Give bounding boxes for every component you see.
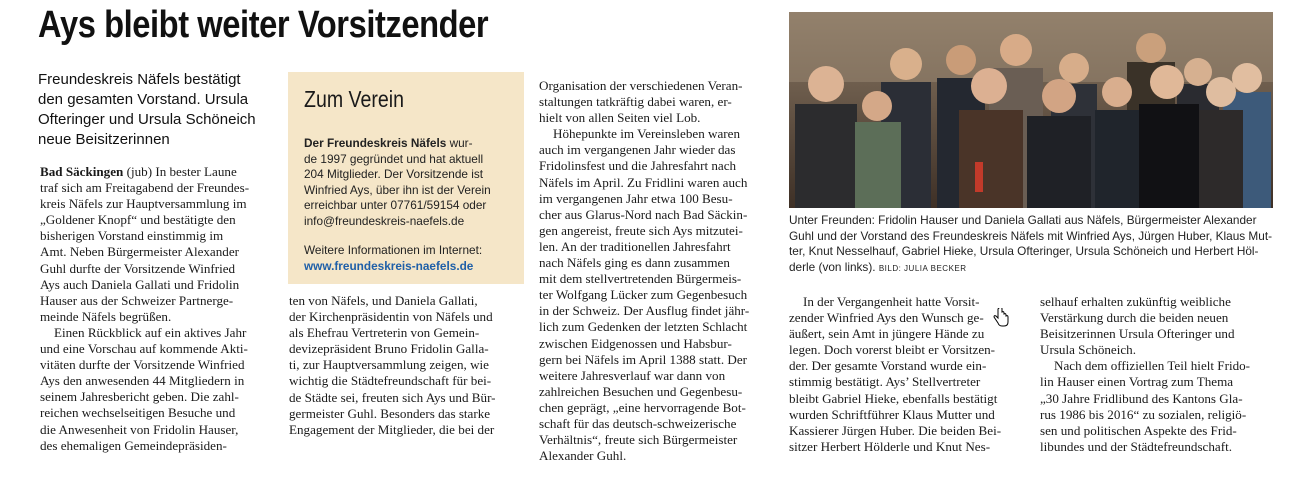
article-line: der. Der gesamte Vorstand wurde ein-	[789, 358, 987, 374]
info-text: Winfried Ays, über ihn ist der Verein	[304, 182, 491, 197]
article-line: die Anwesenheit von Fridolin Hauser,	[40, 421, 239, 437]
article-line: Näfels im April. Zu Fridlini waren auch	[539, 174, 748, 190]
article-line: stimmig bestätigt. Ays’ Stellvertreter	[789, 374, 981, 390]
caption-line: ter, Knut Nesselhauf, Gabriel Hieke, Ursula Ofteringer, Ursula Schöneich und Herbert Höl-	[789, 244, 1259, 259]
group-photo-illustration	[789, 12, 1273, 208]
caption-line: Guhl und der Vorstand des Freundeskreis Näfels mit Winfried Ays, Jürgen Huber, Klaus Mut-	[789, 228, 1273, 243]
article-line: Amt. Neben Bürgermeister Alexander	[40, 244, 240, 260]
article-line: staltungen tatkräftig dabei waren, er-	[539, 94, 732, 110]
article-line: schaft für das deutsch-schweizerische	[539, 415, 737, 431]
photo-caption	[789, 213, 1273, 276]
article-line: Fridolinsfest und die Jahresfahrt nach	[539, 158, 737, 174]
photo-credit: BILD: JULIA BECKER	[878, 263, 967, 273]
info-box-body	[304, 136, 516, 274]
info-box	[288, 72, 524, 284]
org-name: Der Freundeskreis Näfels	[304, 136, 447, 150]
article-line: len. An der traditionellen Jahresfahrt	[539, 238, 731, 254]
article-line: gen angereist, freute sich Ays mitzutei-	[539, 222, 743, 238]
article-line: ter Wolfgang Lücker zum Gegenbesuch	[539, 287, 748, 303]
article-line: „30 Jahre Fridlibund des Kantons Gla-	[1040, 390, 1243, 406]
article-line: vitäten durfte der Vorsitzende Winfried	[40, 357, 245, 373]
article-line: germeister Guhl. Besonders das starke	[289, 405, 491, 421]
article-line: Nach dem offiziellen Teil hielt Frido-	[1054, 358, 1251, 374]
article-line: im vergangenen Jahr etwa 100 Besu-	[539, 190, 733, 206]
article-line: ten von Näfels, und Daniela Gallati,	[289, 293, 478, 308]
hand-cursor-icon	[993, 308, 1009, 333]
article-line: sen und politischen Aspekte des Frid-	[1040, 422, 1237, 438]
caption-line: derle (von links).	[789, 259, 876, 274]
article-column-5	[1040, 294, 1274, 455]
email-address[interactable]: info@freundeskreis-naefels.de	[304, 213, 465, 228]
subhead-line: Freundeskreis Näfels bestätigt	[38, 71, 241, 88]
article-line: (jub) In bester Laune	[123, 164, 237, 179]
article-line: Engagement der Mitglieder, die bei der	[289, 421, 495, 437]
article-line: devizepräsident Bruno Fridolin Galla-	[289, 341, 489, 357]
article-line: Organisation der verschiedenen Veran-	[539, 78, 743, 93]
article-line: In der Vergangenheit hatte Vorsit-	[803, 294, 980, 309]
article-line: zender Winfried Ays den Wunsch ge-	[789, 310, 984, 326]
article-line: weitere Jahresverlauf war dann von	[539, 367, 726, 383]
article-line: und eine Vorschau auf kommende Akti-	[40, 341, 248, 357]
article-column-4	[789, 294, 1023, 455]
article-line: selhauf erhalten zukünftig weibliche	[1040, 294, 1231, 309]
headline: Ays bleibt weiter Vorsitzender	[38, 4, 489, 46]
article-line: rus 1986 bis 2016“ zu sozialen, religiö-	[1040, 406, 1247, 422]
article-line: de Städte sei, freuten sich Ays und Bür-	[289, 389, 496, 405]
article-line: „Goldener Knopf“ und bestätigte den	[40, 212, 236, 228]
dateline: Bad Säckingen	[40, 164, 124, 179]
article-line: bleibt Gabriel Hieke, ebenfalls bestätigt	[789, 390, 998, 406]
article-line: Verstärkung durch die beiden neuen	[1040, 310, 1229, 326]
article-line: zahlreichen Besuchen und Gegenbesu-	[539, 383, 743, 399]
article-line: mit dem stellvertretenden Bürgermeis-	[539, 271, 742, 287]
article-line: Ursula Schöneich.	[1040, 342, 1136, 358]
article-line: Kassierer Jürgen Huber. Die beiden Bei-	[789, 422, 1002, 438]
article-line: chen geprägt, „eine hervorragende Bot-	[539, 399, 746, 415]
article-line: meinde Näfels begrüßen.	[40, 308, 172, 324]
article-line: der Kirchenpräsidentin von Näfels und	[289, 309, 493, 325]
article-line: seinem Jahresbericht geben. Die zahl-	[40, 389, 239, 405]
article-line: Ays den anwesenden 44 Mitgliedern in	[40, 373, 245, 389]
article-line: cher aus Glarus-Nord nach Bad Säckin-	[539, 206, 748, 222]
article-line: ti, zur Hauptversammlung zeigen, wie	[289, 357, 489, 373]
group-photo	[789, 12, 1273, 208]
article-line: kreis Näfels zur Hauptversammlung im	[40, 196, 247, 212]
website-link[interactable]: www.freundeskreis-naefels.de	[304, 258, 474, 273]
article-line: Höhepunkte im Vereinsleben waren	[553, 126, 741, 142]
info-box-title: Zum Verein	[304, 86, 404, 112]
article-line: Beisitzerinnen Ursula Ofteringer und	[1040, 326, 1235, 342]
article-line: zwischen Eidgenossen und Habsbur-	[539, 335, 732, 351]
article-line: wichtig die Städtefreundschaft für bei-	[289, 373, 492, 389]
more-info-label: Weitere Informationen im Internet:	[304, 243, 483, 257]
subheadline	[38, 70, 278, 150]
article-line: reichen wechselseitigen Besuche und	[40, 405, 236, 421]
article-line: auch im vergangenen Jahr wieder das	[539, 142, 736, 158]
article-line	[40, 164, 273, 180]
article-line: Ays auch Daniela Gallati und Fridolin	[40, 276, 240, 292]
article-line: Hauser aus der Schweizer Partnerge-	[40, 292, 234, 308]
article-column-3	[539, 78, 773, 464]
article-line: als Ehefrau Vertreterin von Gemein-	[289, 325, 480, 341]
article-line: legen. Doch vorerst bleibt er Vorsitzen-	[789, 342, 996, 358]
article-line: bisherigen Vorstand einstimmig im	[40, 228, 224, 244]
article-line: lich zum Gedenken der letzten Schlacht	[539, 319, 748, 335]
article-column-1	[40, 164, 273, 454]
article-line: gern bei Näfels im April 1388 statt. Der	[539, 351, 747, 367]
article-line: lin Hauser einen Vortrag zum Thema	[1040, 374, 1234, 390]
article-line: Verhältnis“, freute sich Bürgermeister	[539, 432, 738, 448]
article-line: des ehemaligen Gemeindepräsiden-	[40, 437, 227, 453]
subhead-line: neue Beisitzerinnen	[38, 131, 170, 148]
article-line: Einen Rückblick auf ein aktives Jahr	[54, 324, 247, 340]
article-line: hielt von allen Seiten viel Lob.	[539, 110, 701, 126]
info-text: erreichbar unter 07761/59154 oder	[304, 198, 487, 212]
info-text: wur-	[446, 136, 473, 150]
subhead-line: Ofteringer und Ursula Schöneich	[38, 111, 256, 128]
article-line: traf sich am Freitagabend der Freundes-	[40, 180, 250, 196]
article-line: Alexander Guhl.	[539, 448, 627, 464]
info-text: de 1997 gegründet und hat aktuell	[304, 151, 484, 166]
article-line: Guhl durfte der Vorsitzende Winfried	[40, 260, 236, 276]
article-line: sitzer Herbert Hölderle und Knut Nes-	[789, 438, 991, 454]
article-line: libundes und der Städtefreundschaft.	[1040, 438, 1232, 454]
article-line: äußert, sein Amt in jüngere Hände zu	[789, 326, 985, 342]
article-line: in der Schweiz. Der Ausflug findet jähr-	[539, 303, 750, 319]
caption-line: Unter Freunden: Fridolin Hauser und Daniela Gallati aus Näfels, Bürgermeister Alexander	[789, 213, 1257, 227]
subhead-line: den gesamten Vorstand. Ursula	[38, 91, 249, 108]
article-column-2	[289, 293, 524, 438]
info-text: 204 Mitglieder. Der Vorsitzende ist	[304, 167, 484, 181]
article-line: wurden Schriftführer Klaus Mutter und	[789, 406, 995, 422]
article-line: nach Näfels ging es dann zusammen	[539, 255, 730, 271]
